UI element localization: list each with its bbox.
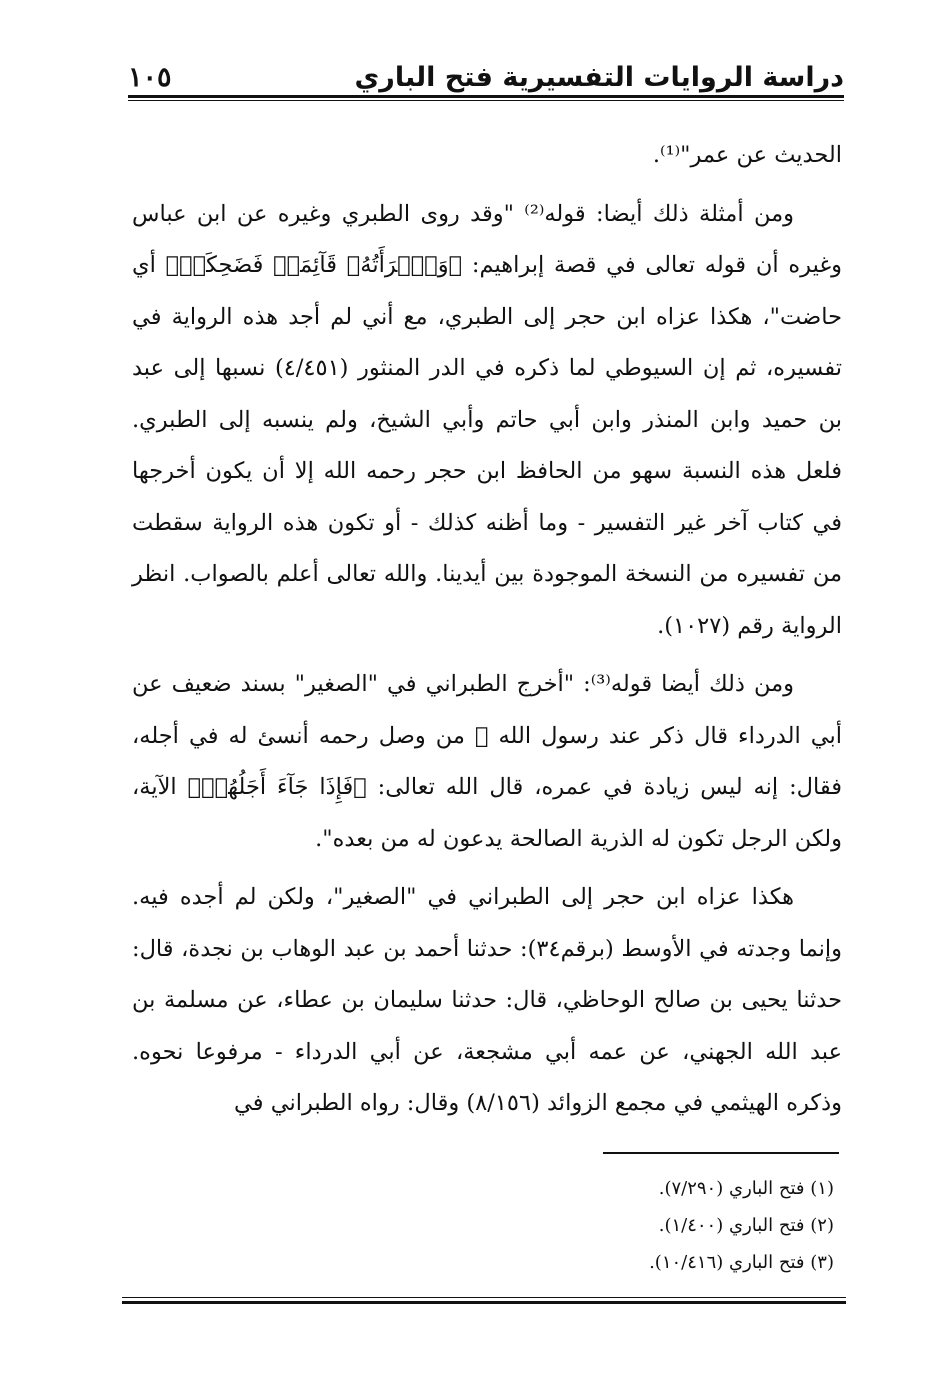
page-header — [128, 60, 844, 96]
footnotes — [132, 1170, 842, 1281]
footnote-separator — [603, 1152, 839, 1154]
footnote-1: (١) فتح الباري (٧/٢٩٠). — [658, 1178, 834, 1199]
header-rule — [128, 95, 844, 98]
footnote-3: (٣) فتح الباري (١٠/٤١٦). — [649, 1252, 834, 1273]
running-title: دراسة الروايات التفسيرية فتح الباري — [354, 62, 844, 93]
header-rule-thin — [128, 100, 844, 101]
footnote-2: (٢) فتح الباري (١/٤٠٠). — [658, 1215, 834, 1236]
paragraph-2: ومن أمثلة ذلك أيضا: قوله⁽²⁾ "وقد روى الطبري وغيره عن ابن عباس وغيره أن قوله تعالى في قصة إبراهيم: ﴿وَٱمۡرَأَتُهُۥ قَآئِمَةٞ فَضَحِكَتۡ﴾ أي حاضت"، هكذا عزاه ابن حجر إلى الطبري، مع أني لم أجد هذه الرواية في تفسيره، ثم إن السيوطي لما ذكره في الدر المنثور (٤/٤٥١) نسبها إلى عبد بن حميد وابن المنذر وابن أبي حاتم وأبي الشيخ، ولم ينسبه إلى الطبري. فلعل هذه النسبة سهو من الحافظ ابن حجر رحمه الله إلا أن يكون أخرجها في كتاب آخر غير التفسير - وما أظنه كذلك - أو تكون هذه الرواية سقطت من تفسيره من النسخة الموجودة بين أيدينا. والله تعالى أعلم بالصواب. انظر الرواية رقم (١٠٢٧). — [132, 200, 842, 639]
page-number: ١٠٥ — [128, 62, 172, 93]
footer-rule — [122, 1301, 846, 1304]
paragraph-3: ومن ذلك أيضا قوله⁽³⁾: "أخرج الطبراني في "الصغير" بسند ضعيف عن أبي الدرداء قال ذكر عند رسول الله ﷺ من وصل رحمه أنسئ له في أجله، فقال: إنه ليس زيادة في عمره، قال الله تعالى: ﴿فَإِذَا جَآءَ أَجَلُهُمۡ﴾ الآية، ولكن الرجل تكون له الذرية الصالحة يدعون له من بعده". — [132, 671, 842, 852]
footer-rule-thin — [122, 1297, 846, 1298]
main-text — [132, 130, 842, 1130]
paragraph-1: الحديث عن عمر"⁽¹⁾. — [652, 142, 842, 168]
paragraph-4: هكذا عزاه ابن حجر إلى الطبراني في "الصغير"، ولكن لم أجده فيه. وإنما وجدته في الأوسط (برقم٣٤): حدثنا أحمد بن عبد الوهاب بن نجدة، قال: حدثنا يحيى بن صالح الوحاظي، قال: حدثنا سليمان بن عطاء، عن مسلمة بن عبد الله الجهني، عن عمه أبي مشجعة، عن أبي الدرداء - مرفوعا نحوه. وذكره الهيثمي في مجمع الزوائد (٨/١٥٦) وقال: رواه الطبراني في — [132, 884, 842, 1116]
